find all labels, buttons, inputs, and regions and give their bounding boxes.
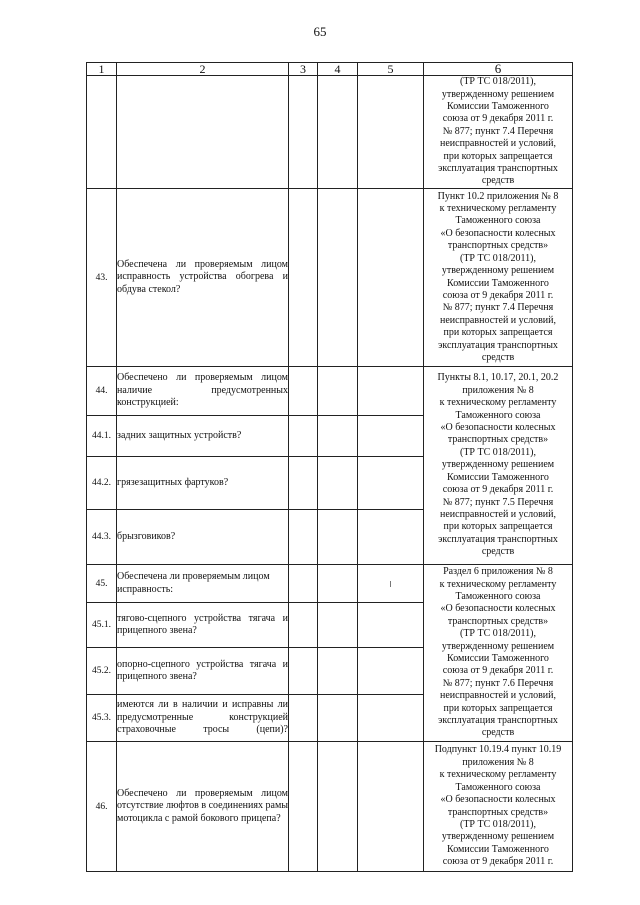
answer-cell-na — [358, 367, 424, 416]
answer-cell-na — [358, 76, 424, 189]
item-number: 45. — [87, 565, 117, 603]
question-text: опорно-сцепного устройства тягача и прицепного звена? — [117, 648, 289, 695]
col-header-5: 5 — [358, 63, 424, 76]
answer-cell-na — [358, 565, 424, 603]
answer-cell-no — [318, 695, 358, 742]
question-text: задних защитных устройств? — [117, 416, 289, 457]
item-number: 45.1. — [87, 603, 117, 648]
answer-cell-na — [358, 457, 424, 510]
norm-reference: Пункты 8.1, 10.17, 20.1, 20.2 приложения № 8 к техническому регламенту Таможенного союза «О безопасности колесных транспортных средств» (ТР ТС 018/2011), утвержденному решением Комиссии Таможенного союза от 9 декабря 2011 г. № 877; пункт 7.5 Перечня неисправностей и условий, при которых запрещается эксплуатация транспортных средств — [424, 367, 573, 565]
mark-tick — [390, 581, 391, 587]
question-cell — [117, 76, 289, 189]
answer-cell-yes — [289, 603, 318, 648]
answer-cell-no — [318, 367, 358, 416]
answer-cell-yes — [289, 189, 318, 367]
number-cell — [87, 76, 117, 189]
answer-cell-no — [318, 416, 358, 457]
page-number: 65 — [313, 24, 327, 39]
answer-cell-no — [318, 189, 358, 367]
answer-cell-no — [318, 565, 358, 603]
col-header-1: 1 — [87, 63, 117, 76]
answer-cell-na — [358, 603, 424, 648]
col-header-6: 6 — [424, 63, 573, 76]
answer-cell-yes — [289, 742, 318, 872]
norm-reference: (ТР ТС 018/2011), утвержденному решением Комиссии Таможенного союза от 9 декабря 2011 г. № 877; пункт 7.4 Перечня неисправностей и условий, при которых запрещается эксплуатация транспортных средств — [424, 76, 573, 189]
item-number: 44. — [87, 367, 117, 416]
answer-cell-no — [318, 76, 358, 189]
answer-cell-no — [318, 457, 358, 510]
answer-cell-na — [358, 742, 424, 872]
answer-cell-yes — [289, 367, 318, 416]
col-header-4: 4 — [318, 63, 358, 76]
item-number: 44.2. — [87, 457, 117, 510]
item-number: 43. — [87, 189, 117, 367]
col-header-2: 2 — [117, 63, 289, 76]
question-text: Обеспечена ли проверяемым лицом исправность: — [117, 565, 289, 603]
answer-cell-yes — [289, 76, 318, 189]
answer-cell-na — [358, 648, 424, 695]
question-text: имеются ли в наличии и исправны ли предусмотренные конструкцией страховочные тросы (цепи)? — [117, 695, 289, 742]
answer-cell-na — [358, 416, 424, 457]
table-row-44 — [87, 367, 573, 416]
col-header-3: 3 — [289, 63, 318, 76]
item-number: 44.1. — [87, 416, 117, 457]
answer-cell-no — [318, 510, 358, 565]
item-number: 45.3. — [87, 695, 117, 742]
item-number: 45.2. — [87, 648, 117, 695]
header-row — [87, 63, 573, 76]
item-number: 46. — [87, 742, 117, 872]
question-text: брызговиков? — [117, 510, 289, 565]
norm-reference: Подпункт 10.19.4 пункт 10.19 приложения № 8 к техническому регламенту Таможенного союза «О безопасности колесных транспортных средств» (ТР ТС 018/2011), утвержденному решением Комиссии Таможенного союза от 9 декабря 2011 г. — [424, 742, 573, 872]
question-text: Обеспечено ли проверяемым лицом отсутствие люфтов в соединениях рамы мотоцикла с рамой бокового прицепа? — [117, 742, 289, 872]
answer-cell-na — [358, 189, 424, 367]
answer-cell-na — [358, 510, 424, 565]
table-row-43 — [87, 189, 573, 367]
table-row-46 — [87, 742, 573, 872]
table-row-continuation — [87, 76, 573, 189]
question-text: тягово-сцепного устройства тягача и прицепного звена? — [117, 603, 289, 648]
answer-cell-no — [318, 742, 358, 872]
answer-cell-no — [318, 648, 358, 695]
answer-cell-na — [358, 695, 424, 742]
answer-cell-yes — [289, 510, 318, 565]
checklist-table — [86, 62, 573, 872]
answer-cell-yes — [289, 565, 318, 603]
answer-cell-yes — [289, 648, 318, 695]
norm-reference: Раздел 6 приложения № 8 к техническому регламенту Таможенного союза «О безопасности колесных транспортных средств» (ТР ТС 018/2011), утвержденному решением Комиссии Таможенного союза от 9 декабря 2011 г. № 877; пункт 7.6 Перечня неисправностей и условий, при которых запрещается эксплуатация транспортных средств — [424, 565, 573, 742]
answer-cell-yes — [289, 457, 318, 510]
answer-cell-yes — [289, 416, 318, 457]
answer-cell-no — [318, 603, 358, 648]
table-row-45 — [87, 565, 573, 603]
question-text: Обеспечено ли проверяемым лицом наличие предусмотренных конструкцией: — [117, 367, 289, 416]
question-text: Обеспечена ли проверяемым лицом исправность устройства обогрева и обдува стекол? — [117, 189, 289, 367]
question-text: грязезащитных фартуков? — [117, 457, 289, 510]
answer-cell-yes — [289, 695, 318, 742]
item-number: 44.3. — [87, 510, 117, 565]
norm-reference: Пункт 10.2 приложения № 8 к техническому регламенту Таможенного союза «О безопасности колесных транспортных средств» (ТР ТС 018/2011), утвержденному решением Комиссии Таможенного союза от 9 декабря 2011 г. № 877; пункт 7.4 Перечня неисправностей и условий, при которых запрещается эксплуатация транспортных средств — [424, 189, 573, 367]
